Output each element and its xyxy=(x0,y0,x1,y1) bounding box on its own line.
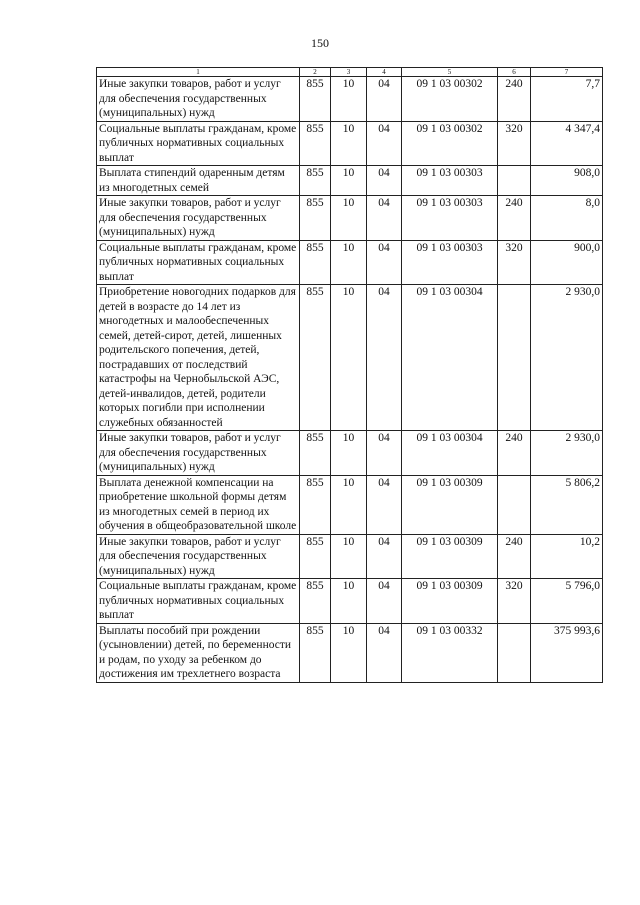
expense-type: 320 xyxy=(498,121,531,166)
section-code: 10 xyxy=(331,166,367,196)
target-code: 09 1 03 00304 xyxy=(402,285,498,431)
target-code: 09 1 03 00309 xyxy=(402,579,498,624)
expense-type xyxy=(498,285,531,431)
item-name: Иные закупки товаров, работ и услуг для обеспечения государственных (муниципальных) нужд xyxy=(97,196,300,241)
item-name: Социальные выплаты гражданам, кроме публичных нормативных социальных выплат xyxy=(97,240,300,285)
target-code: 09 1 03 00302 xyxy=(402,121,498,166)
item-name: Иные закупки товаров, работ и услуг для обеспечения государственных (муниципальных) нужд xyxy=(97,534,300,579)
target-code: 09 1 03 00309 xyxy=(402,475,498,534)
table-row xyxy=(97,579,603,624)
table-row xyxy=(97,285,603,431)
section-code: 10 xyxy=(331,579,367,624)
section-code: 10 xyxy=(331,475,367,534)
target-code: 09 1 03 00332 xyxy=(402,623,498,682)
col-header-2: 2 xyxy=(300,68,331,77)
table-row xyxy=(97,475,603,534)
expense-type: 320 xyxy=(498,579,531,624)
item-name: Иные закупки товаров, работ и услуг для обеспечения государственных (муниципальных) нужд xyxy=(97,77,300,122)
col-header-3: 3 xyxy=(331,68,367,77)
target-code: 09 1 03 00303 xyxy=(402,196,498,241)
table-row xyxy=(97,121,603,166)
expense-type: 240 xyxy=(498,196,531,241)
subsection-code: 04 xyxy=(367,623,402,682)
ministry-code: 855 xyxy=(300,166,331,196)
ministry-code: 855 xyxy=(300,240,331,285)
expense-type: 240 xyxy=(498,534,531,579)
expense-type: 240 xyxy=(498,77,531,122)
subsection-code: 04 xyxy=(367,431,402,476)
subsection-code: 04 xyxy=(367,196,402,241)
section-code: 10 xyxy=(331,623,367,682)
expense-type xyxy=(498,166,531,196)
section-code: 10 xyxy=(331,196,367,241)
subsection-code: 04 xyxy=(367,77,402,122)
item-name: Социальные выплаты гражданам, кроме публичных нормативных социальных выплат xyxy=(97,121,300,166)
table-row xyxy=(97,166,603,196)
table-row xyxy=(97,431,603,476)
item-name: Социальные выплаты гражданам, кроме публичных нормативных социальных выплат xyxy=(97,579,300,624)
subsection-code: 04 xyxy=(367,121,402,166)
subsection-code: 04 xyxy=(367,166,402,196)
table-row xyxy=(97,240,603,285)
target-code: 09 1 03 00304 xyxy=(402,431,498,476)
ministry-code: 855 xyxy=(300,121,331,166)
header-row xyxy=(97,68,603,77)
ministry-code: 855 xyxy=(300,475,331,534)
ministry-code: 855 xyxy=(300,431,331,476)
target-code: 09 1 03 00309 xyxy=(402,534,498,579)
item-name: Выплата стипендий одаренным детям из многодетных семей xyxy=(97,166,300,196)
ministry-code: 855 xyxy=(300,77,331,122)
amount: 908,0 xyxy=(531,166,603,196)
expense-type xyxy=(498,623,531,682)
subsection-code: 04 xyxy=(367,534,402,579)
amount: 5 806,2 xyxy=(531,475,603,534)
ministry-code: 855 xyxy=(300,196,331,241)
section-code: 10 xyxy=(331,534,367,579)
page-number: 150 xyxy=(311,36,329,50)
item-name: Выплаты пособий при рождении (усыновлении) детей, по беременности и родам, по уходу за ребенком до достижения им трехлетнего возраста xyxy=(97,623,300,682)
target-code: 09 1 03 00303 xyxy=(402,166,498,196)
subsection-code: 04 xyxy=(367,579,402,624)
col-header-7: 7 xyxy=(531,68,603,77)
expense-type: 320 xyxy=(498,240,531,285)
table-row xyxy=(97,196,603,241)
ministry-code: 855 xyxy=(300,623,331,682)
col-header-4: 4 xyxy=(367,68,402,77)
amount: 2 930,0 xyxy=(531,285,603,431)
item-name: Выплата денежной компенсации на приобретение школьной формы детям из многодетных семей в период их обучения в общеобразовательной школе xyxy=(97,475,300,534)
section-code: 10 xyxy=(331,285,367,431)
section-code: 10 xyxy=(331,77,367,122)
item-name: Приобретение новогодних подарков для детей в возрасте до 14 лет из многодетных и малообеспеченных семей, детей-сирот, детей, лишенных родительского попечения, детей, пострадавших от последствий катастрофы на Чернобыльской АЭС, детей-инвалидов, детей, родители которых погибли при исполнении служебных обязанностей xyxy=(97,285,300,431)
col-header-1: 1 xyxy=(97,68,300,77)
amount: 4 347,4 xyxy=(531,121,603,166)
amount: 375 993,6 xyxy=(531,623,603,682)
expense-type: 240 xyxy=(498,431,531,476)
ministry-code: 855 xyxy=(300,534,331,579)
table-row xyxy=(97,77,603,122)
amount: 8,0 xyxy=(531,196,603,241)
ministry-code: 855 xyxy=(300,579,331,624)
section-code: 10 xyxy=(331,431,367,476)
expense-type xyxy=(498,475,531,534)
col-header-6: 6 xyxy=(498,68,531,77)
subsection-code: 04 xyxy=(367,240,402,285)
amount: 900,0 xyxy=(531,240,603,285)
target-code: 09 1 03 00303 xyxy=(402,240,498,285)
budget-table xyxy=(96,67,603,683)
target-code: 09 1 03 00302 xyxy=(402,77,498,122)
col-header-5: 5 xyxy=(402,68,498,77)
ministry-code: 855 xyxy=(300,285,331,431)
amount: 2 930,0 xyxy=(531,431,603,476)
subsection-code: 04 xyxy=(367,475,402,534)
amount: 10,2 xyxy=(531,534,603,579)
table-row xyxy=(97,534,603,579)
amount: 7,7 xyxy=(531,77,603,122)
item-name: Иные закупки товаров, работ и услуг для обеспечения государственных (муниципальных) нужд xyxy=(97,431,300,476)
amount: 5 796,0 xyxy=(531,579,603,624)
table-row xyxy=(97,623,603,682)
section-code: 10 xyxy=(331,121,367,166)
subsection-code: 04 xyxy=(367,285,402,431)
section-code: 10 xyxy=(331,240,367,285)
